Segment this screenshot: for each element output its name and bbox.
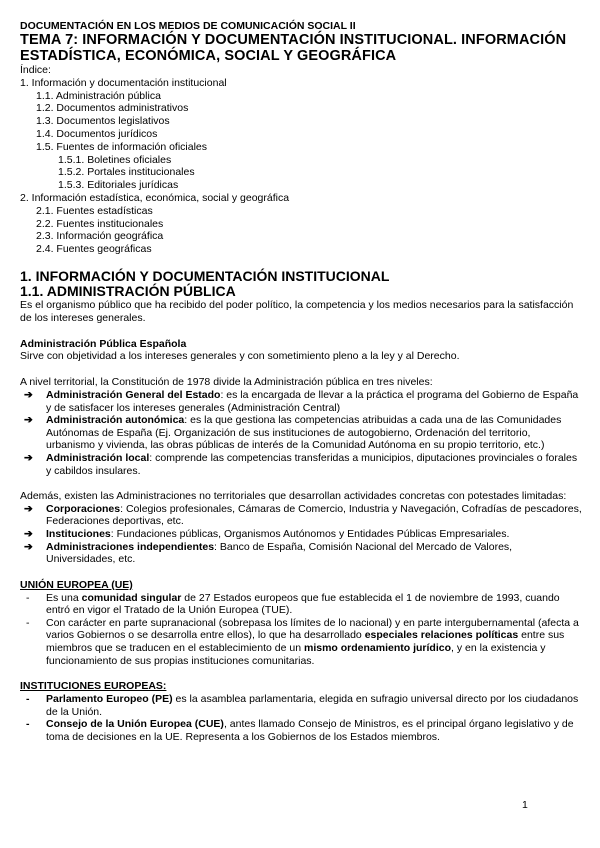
ue-list (20, 592, 582, 668)
nonterritorial-list (20, 503, 582, 566)
document-page (20, 20, 582, 743)
dash-bullet: - (26, 616, 30, 629)
list-item: - Con carácter en parte supranacional (sobrepasa los límites de lo nacional) y en parte intergubernamental (afecta a varios Gobiernos o se desarrolla entre ellos), lo que ha desarrollado especiales relaciones políticas entre sus miembros que se traducen en el establecimiento de un mismo ordenamiento jurídico, y en la existencia y funcionamiento de sus propias instituciones comunitarias. (26, 616, 579, 667)
toc-item: 1.3. Documentos legislativos (36, 115, 170, 128)
toc-item: 2.4. Fuentes geográficas (36, 243, 152, 256)
list-item: - Es una comunidad singular de 27 Estados europeos que fue establecida el 1 de noviembre de 1993, cuando entró en vigor el Tratado de la Unión Europea (TUE). (26, 591, 560, 617)
dash-bullet: - (26, 693, 30, 706)
toc-item: 1.5.1. Boletines oficiales (58, 153, 172, 166)
list-item: ➔ Instituciones: Fundaciones públicas, Organismos Autónomos y Entidades Públicas Empresariales. (24, 528, 510, 541)
ape-paragraph: Sirve con objetividad a los intereses generales y con sometimiento pleno a la ley y al Derecho. (20, 350, 460, 363)
toc-item: 1.5.2. Portales institucionales (58, 166, 195, 179)
arrow-icon: ➔ (24, 540, 33, 553)
subsection-heading: 1.1. ADMINISTRACIÓN PÚBLICA (20, 282, 236, 299)
institutions-heading: INSTITUCIONES EUROPEAS: (20, 680, 167, 693)
toc-item: 1.4. Documentos jurídicos (36, 127, 158, 140)
arrow-icon: ➔ (24, 414, 33, 427)
dash-bullet: - (26, 591, 30, 604)
nonterritorial-intro: Además, existen las Administraciones no territoriales que desarrollan actividades concretas con potestades limitadas: (20, 490, 567, 503)
toc-item: 1. Información y documentación institucional (20, 76, 227, 89)
list-item: ➔ Corporaciones: Colegios profesionales, Cámaras de Comercio, Industria y Navegación, Cofradías de pescadores, Federaciones deportivas, etc. (24, 502, 582, 528)
ape-heading: Administración Pública Española (20, 337, 187, 350)
toc-item: 2. Información estadística, económica, social y geográfica (20, 191, 290, 204)
toc-item: 1.5. Fuentes de información oficiales (36, 140, 208, 153)
toc-item: 2.3. Información geográfica (36, 230, 164, 243)
arrow-icon: ➔ (24, 451, 33, 464)
list-item: ➔ Administración General del Estado: es la encargada de llevar a la práctica el programa del Gobierno de España y de satisfacer los intereses generales (Administración Central) (24, 388, 579, 414)
page-title: TEMA 7: INFORMACIÓN Y DOCUMENTACIÓN INSTITUCIONAL. INFORMACIÓN ESTADÍSTICA, ECONÓMICA, SOCIAL Y GEOGRÁFICA (20, 32, 567, 64)
list-item: ➔ Administración local: comprende las competencias transferidas a municipios, diputaciones provinciales o forales y cabildos insulares. (24, 451, 578, 477)
levels-intro: A nivel territorial, la Constitución de 1978 divide la Administración pública en tres niveles: (20, 376, 433, 389)
arrow-icon: ➔ (24, 388, 33, 401)
toc-item: 1.5.3. Editoriales jurídicas (58, 179, 179, 192)
toc-item: 1.2. Documentos administrativos (36, 102, 189, 115)
table-of-contents (20, 64, 582, 256)
list-item: ➔ Administraciones independientes: Banco de España, Comisión Nacional del Mercado de Valores, Universidades, etc. (24, 540, 513, 566)
list-item: - Parlamento Europeo (PE) es la asamblea parlamentaria, elegida en sufragio universal directo por los ciudadanos de la Unión. (26, 693, 579, 718)
toc-item: 1.1. Administración pública (36, 89, 161, 102)
territorial-levels-list (20, 389, 582, 477)
toc-label: Índice: (20, 64, 51, 76)
arrow-icon: ➔ (24, 502, 33, 515)
ue-heading: UNIÓN EUROPEA (UE) (20, 578, 133, 591)
definition-paragraph: Es el organismo público que ha recibido del poder político, la competencia y los medios necesarios para la satisfacción de los intereses generales. (20, 298, 574, 324)
section-heading: 1. INFORMACIÓN Y DOCUMENTACIÓN INSTITUCIONAL (20, 267, 390, 284)
toc-item: 2.1. Fuentes estadísticas (36, 204, 153, 217)
institutions-list (20, 693, 582, 743)
arrow-icon: ➔ (24, 528, 33, 541)
toc-item: 2.2. Fuentes institucionales (36, 217, 164, 230)
page-number: 1 (522, 799, 528, 811)
dash-bullet: - (26, 718, 30, 731)
list-item: ➔ Administración autonómica: es la que gestiona las competencias atribuidas a cada una de las Comunidades Autónomas de España (Ej. Organización de sus instituciones de autogobierno, Ordenación del territorio, urbanismo y vivienda, las obras públicas de interés de la Comunidad Autónoma en su propio territorio, etc.) (24, 414, 562, 452)
course-header: DOCUMENTACIÓN EN LOS MEDIOS DE COMUNICACIÓN SOCIAL II (20, 20, 356, 32)
list-item: - Consejo de la Unión Europea (CUE), antes llamado Consejo de Ministros, es el principal órgano legislativo y de toma de decisiones en la UE. Representa a los Gobiernos de los Estados miembros. (26, 718, 574, 743)
